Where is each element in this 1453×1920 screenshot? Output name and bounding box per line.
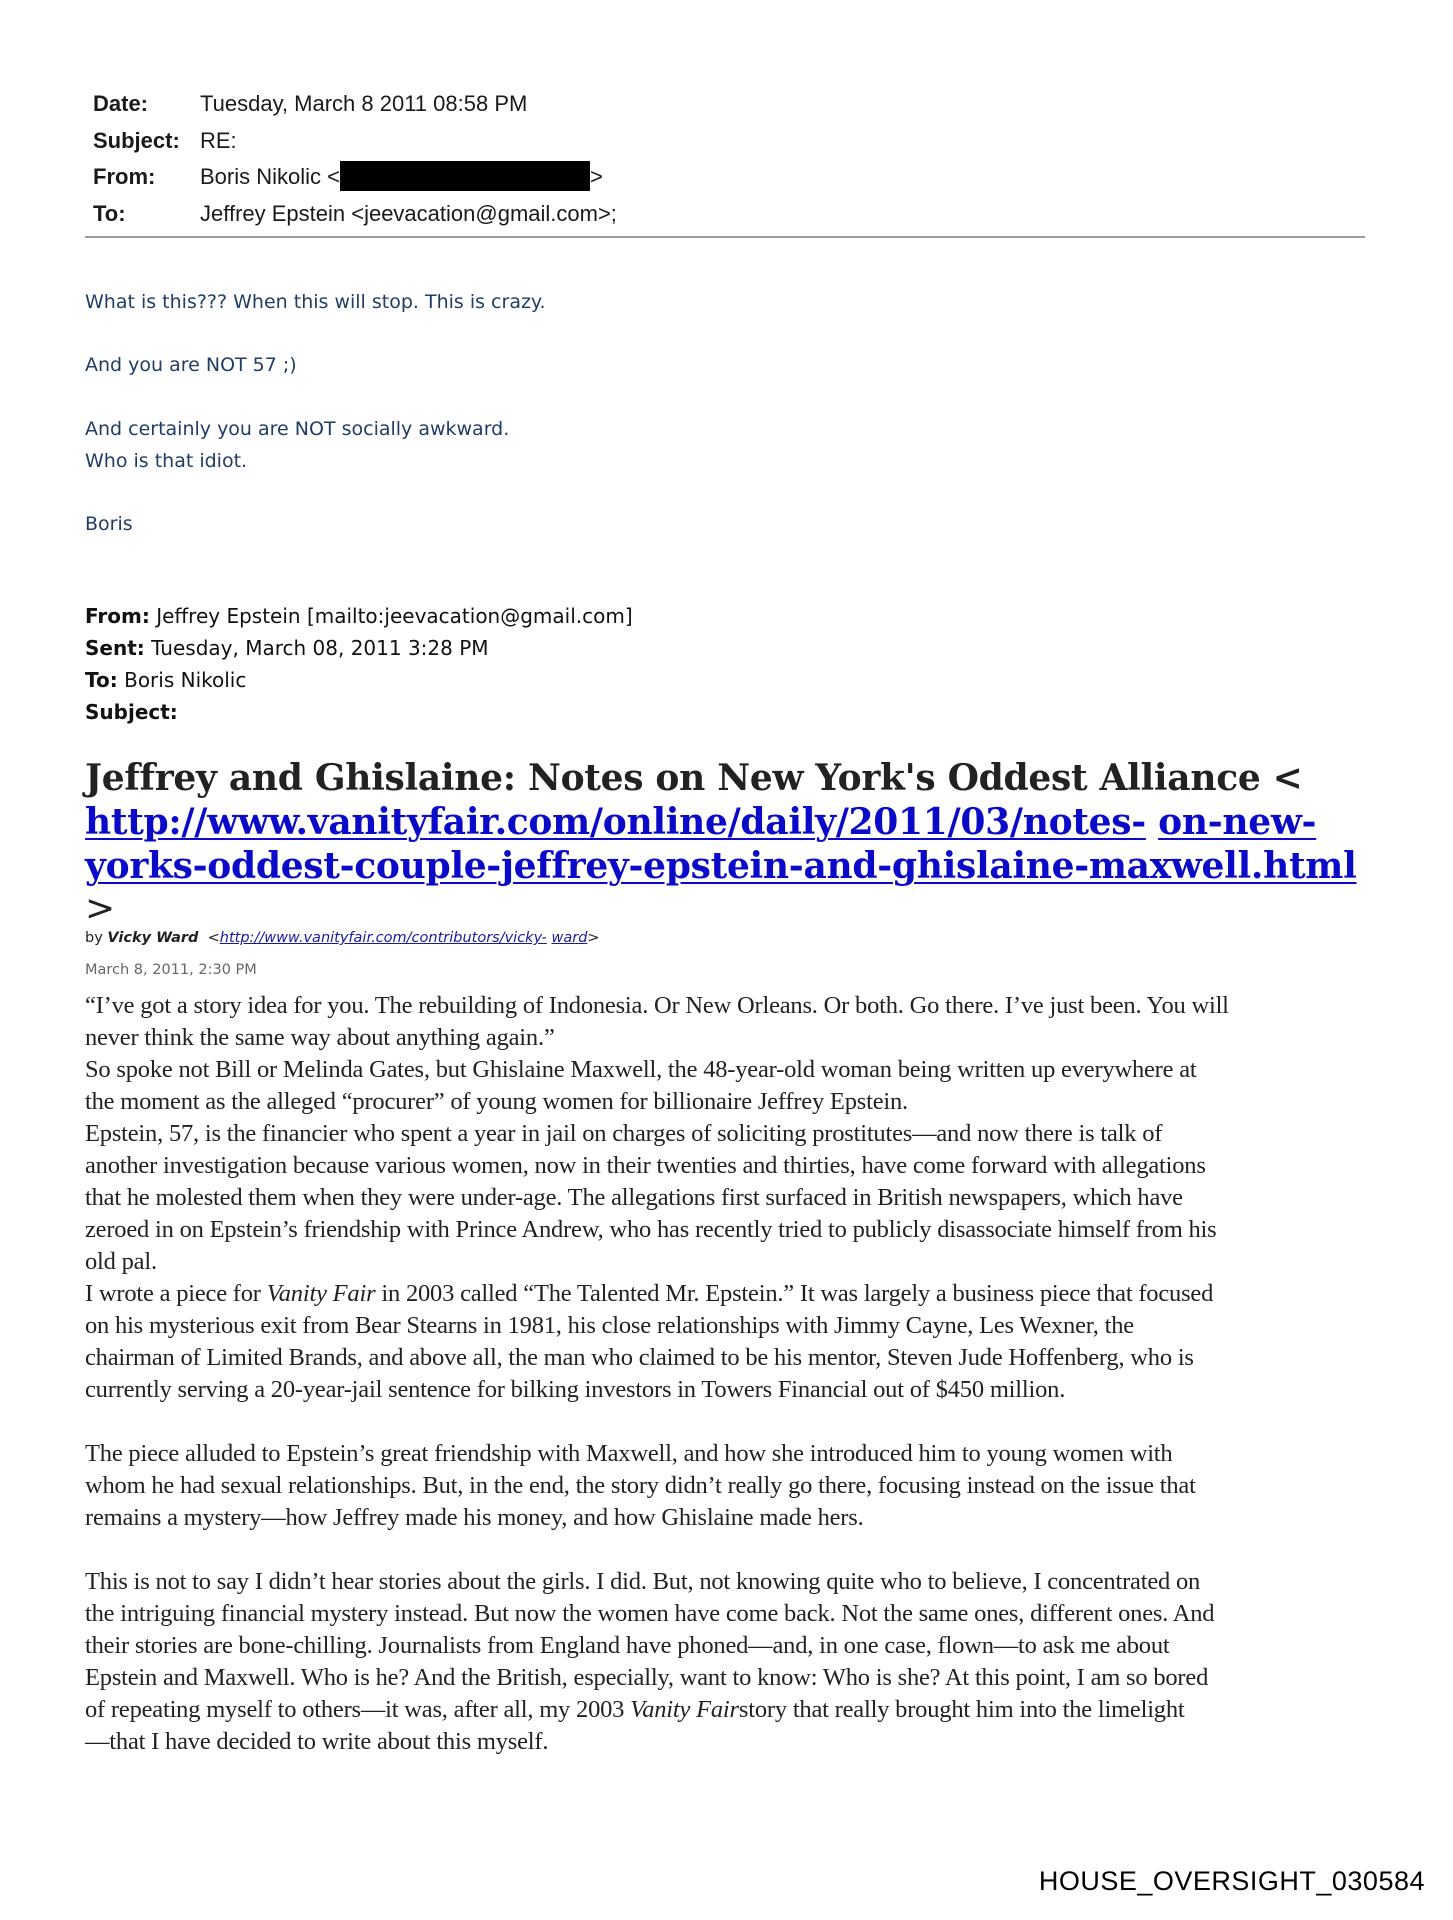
article-line: of repeating myself to others—it was, after all, my 2003 Vanity Fairstory that really brought him into the limelight <box>85 1696 1185 1723</box>
article-line: Epstein and Maxwell. Who is he? And the British, especially, want to know: Who is she? At this point, I am so bored <box>85 1664 1209 1691</box>
subject-value: RE: <box>200 128 237 153</box>
subject-label: Subject: <box>93 128 180 153</box>
article-line: the moment as the alleged “procurer” of young women for billionaire Jeffrey Epstein. <box>85 1088 908 1115</box>
from-label: From: <box>93 164 156 189</box>
article-line: The piece alluded to Epstein’s great friendship with Maxwell, and how she introduced him to young women with <box>85 1440 1173 1467</box>
author-link[interactable]: http://www.vanityfair.com/contributors/vicky- <box>219 930 547 946</box>
fwd-to-label: To: <box>85 668 118 692</box>
article-line: I wrote a piece for Vanity Fair in 2003 called “The Talented Mr. Epstein.” It was largely a business piece that focused <box>85 1280 1214 1307</box>
fwd-subject-row <box>85 696 178 728</box>
article-line: Epstein, 57, is the financier who spent a year in jail on charges of soliciting prostitutes—and now there is talk of <box>85 1120 1163 1147</box>
redaction-box <box>340 161 590 191</box>
article-line: This is not to say I didn’t hear stories about the girls. I did. But, not knowing quite who to believe, I concentrated on <box>85 1568 1201 1595</box>
article-line: whom he had sexual relationships. But, in the end, the story didn’t really go there, focusing instead on the issue that <box>85 1472 1196 1499</box>
date-value: Tuesday, March 8 2011 08:58 PM <box>200 91 528 116</box>
to-label: To: <box>93 201 126 226</box>
date-label: Date: <box>93 91 149 116</box>
publication-name: Vanity Fair <box>266 1280 376 1307</box>
header-to-row <box>93 200 617 228</box>
author-name: Vicky Ward <box>107 930 199 946</box>
from-suffix: > <box>589 164 603 189</box>
fwd-subject-label: Subject: <box>85 700 178 724</box>
article-line: never think the same way about anything again.” <box>85 1024 555 1051</box>
reply-line: And you are NOT 57 ;) <box>85 354 297 376</box>
article-line: chairman of Limited Brands, and above all, the man who claimed to be his mentor, Steven Jude Hoffenberg, who is <box>85 1344 1194 1371</box>
header-divider <box>85 236 1365 238</box>
article-line: their stories are bone-chilling. Journalists from England have phoned—and, in one case, flown—to ask me about <box>85 1632 1170 1659</box>
from-name: Boris Nikolic < <box>200 164 340 189</box>
article-line: “I’ve got a story idea for you. The rebuilding of Indonesia. Or New Orleans. Or both. Go there. I’ve just been. You will <box>85 992 1229 1019</box>
fwd-to-value: Boris Nikolic <box>124 668 247 692</box>
article-url-line-1 <box>85 800 1316 844</box>
article-line: currently serving a 20-year-jail sentence for bilking investors in Towers Financial out of $450 million. <box>85 1376 1066 1403</box>
article-line: zeroed in on Epstein’s friendship with Prince Andrew, who has recently tried to publicly disassociate himself from his <box>85 1216 1217 1243</box>
reply-signature: Boris <box>85 513 133 535</box>
article-url-close: > <box>85 888 115 929</box>
header-date-row <box>93 90 527 118</box>
header-from-row <box>93 163 603 191</box>
fwd-sent-row <box>85 632 489 664</box>
author-link-cont[interactable]: ward <box>551 930 588 946</box>
reply-line: Who is that idiot. <box>85 450 248 472</box>
article-line: old pal. <box>85 1248 157 1275</box>
byline: by Vicky Ward <http://www.vanityfair.com/contributors/vicky- ward> <box>85 930 600 946</box>
article-dateline: March 8, 2011, 2:30 PM <box>85 962 257 978</box>
fwd-from-row <box>85 600 633 632</box>
article-url-link-cont[interactable]: yorks-oddest-couple-jeffrey-epstein-and-ghislaine-maxwell.html <box>85 845 1357 887</box>
article-line: another investigation because various women, now in their twenties and thirties, have come forward with allegations <box>85 1152 1206 1179</box>
article-line: the intriguing financial mystery instead. But now the women have come back. Not the same ones, different ones. And <box>85 1600 1215 1627</box>
article-line: that he molested them when they were under-age. The allegations first surfaced in British newspapers, which have <box>85 1184 1183 1211</box>
bates-number: HOUSE_OVERSIGHT_030584 <box>1038 1866 1425 1896</box>
fwd-from-label: From: <box>85 604 150 628</box>
article-url-link[interactable]: http://www.vanityfair.com/online/daily/2011/03/notes- <box>85 801 1146 843</box>
publication-name: Vanity Fair <box>630 1696 739 1723</box>
fwd-to-row <box>85 664 246 696</box>
fwd-sent-label: Sent: <box>85 636 145 660</box>
article-line: on his mysterious exit from Bear Stearns in 1981, his close relationships with Jimmy Cayne, Les Wexner, the <box>85 1312 1134 1339</box>
article-line: So spoke not Bill or Melinda Gates, but Ghislaine Maxwell, the 48-year-old woman being written up everywhere at <box>85 1056 1197 1083</box>
article-url-link-cont[interactable]: on-new- <box>1158 801 1317 843</box>
article-url-line-2 <box>85 844 1356 888</box>
article-line: remains a mystery—how Jeffrey made his money, and how Ghislaine made hers. <box>85 1504 864 1531</box>
reply-line: What is this??? When this will stop. This is crazy. <box>85 291 546 313</box>
reply-line: And certainly you are NOT socially awkward. <box>85 418 510 440</box>
header-subject-row <box>93 127 237 155</box>
byline-prefix: by <box>85 930 103 946</box>
article-title: Jeffrey and Ghislaine: Notes on New York's Oddest Alliance < <box>85 757 1303 799</box>
to-value: Jeffrey Epstein <jeevacation@gmail.com>; <box>200 201 617 226</box>
article-line: —that I have decided to write about this myself. <box>85 1728 549 1755</box>
fwd-from-value: Jeffrey Epstein [mailto:jeevacation@gmail.com] <box>156 604 633 628</box>
fwd-sent-value: Tuesday, March 08, 2011 3:28 PM <box>151 636 489 660</box>
